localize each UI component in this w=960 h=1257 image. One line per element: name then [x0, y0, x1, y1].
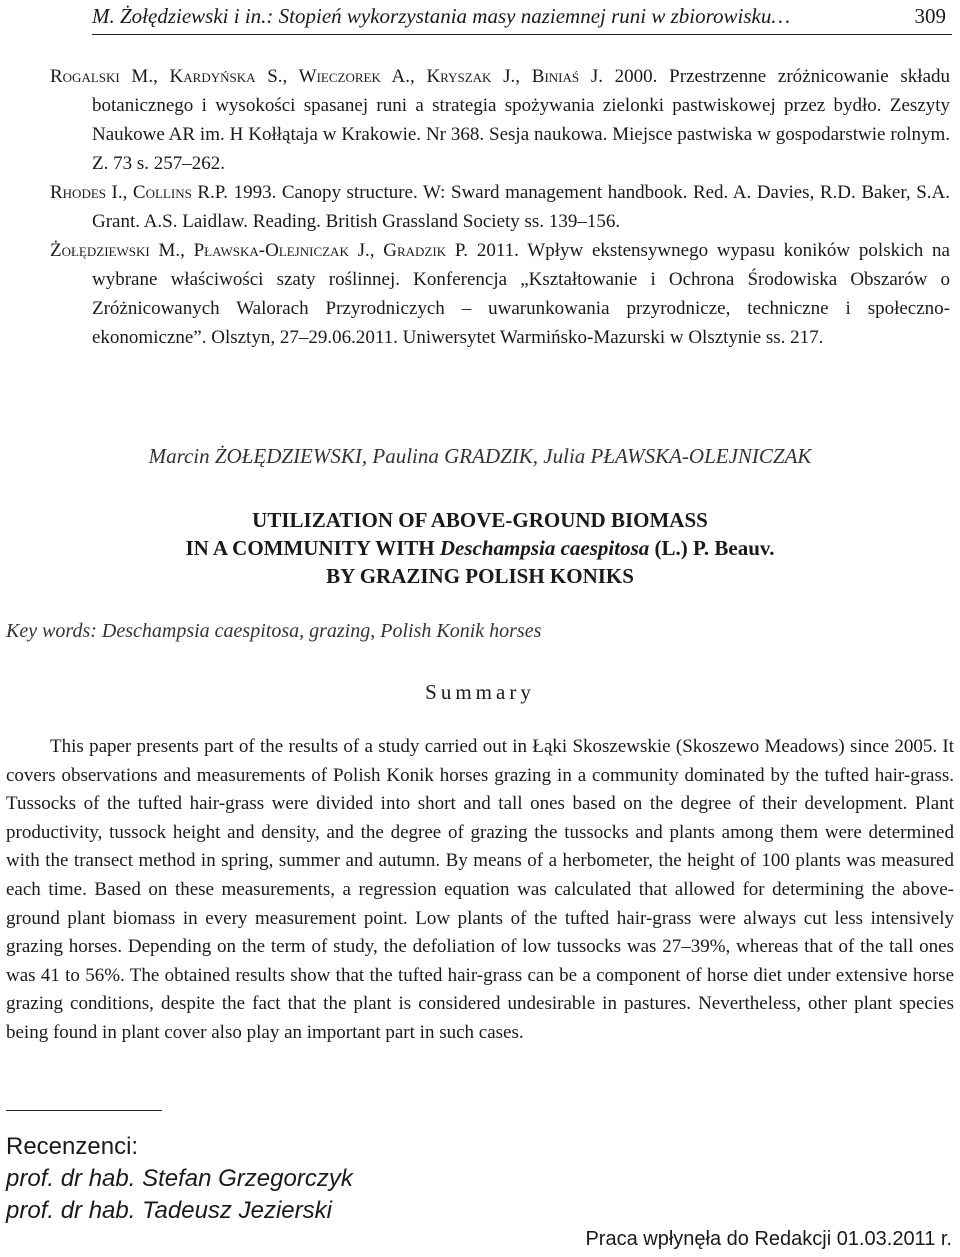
reference-text: 1993. Canopy structure. W: Sward management handbook. Red. A. Davies, R.D. Baker, S.A. Grant. A.S. Laidlaw. Reading. British Grassland Society ss. 139–156.	[92, 182, 951, 232]
reference-text: 2011. Wpływ ekstensywnego wypasu koników polskich na wybrane właściwości szaty roślinnej. Konferencja „Kształtowanie i Ochrona Środowiska Obszarów o Zróżnicowanych Walorach Przyrodniczych – uwarunkowania przyrodnicze, techniczne i społeczno-ekonomiczne”. Olsztyn, 27–29.06.2011. Uniwersytet Warmińsko-Mazurski w Olsztynie ss. 217.	[92, 240, 950, 348]
reviewers-block	[6, 1131, 353, 1227]
summary-text: This paper presents part of the results of a study carried out in Łąki Skoszewskie (Skoszewo Meadows) since 2005. It covers observations and measurements of Polish Konik horses grazing in a community dominated by the tufted hair-grass. Tussocks of the tufted hair-grass were divided into short and tall ones based on the degree of their development. Plant productivity, tussock height and density, and the degree of grazing the tussocks and plants among them were determined with the transect method in spring, summer and autumn. By means of a herbometer, the height of 100 plants was measured each time. Based on these measurements, a regression equation was calculated that allowed for determining the above-ground plant biomass in every measurement point. Low plants of the tufted hair-grass were always cut less intensively grazing horses. Depending on the term of study, the defoliation of low tussocks was 27–39%, whereas that of the tall ones was 41 to 56%. The obtained results show that the tufted hair-grass can be a component of horse diet under extensive horse grazing conditions, despite the fact that the plant is considered undesirable in pastures. Nevertheless, other plant species being found in plant cover also play an important part in such cases.	[6, 736, 954, 1043]
species-name: Deschampsia caespitosa	[439, 536, 650, 560]
article-authors: Marcin ŻOŁĘDZIEWSKI, Paulina GRADZIK, Julia PŁAWSKA-OLEJNICZAK	[148, 444, 812, 468]
reviewers-label: Recenzenci:	[6, 1133, 139, 1160]
reference-item	[50, 178, 950, 236]
reference-authors: Rogalski M., Kardyńska S., Wieczorek A., Kryszak J., Biniaś J.	[50, 66, 603, 87]
summary-heading: Summary	[425, 680, 535, 704]
reference-item	[50, 236, 950, 352]
title-text: IN A COMMUNITY WITH	[185, 536, 440, 560]
running-header	[92, 2, 952, 35]
reference-list	[50, 62, 950, 352]
article-title	[0, 506, 960, 590]
reviewer-name: prof. dr hab. Stefan Grzegorczyk	[6, 1165, 353, 1192]
title-text: (L.) P. Beauv.	[649, 536, 775, 560]
reviewer-name: prof. dr hab. Tadeusz Jezierski	[6, 1197, 332, 1224]
page-number: 309	[914, 4, 946, 28]
reference-authors: Żołędziewski M., Pławska-Olejniczak J., Gradzik P.	[50, 240, 469, 261]
received-date: Praca wpłynęła do Redakcji 01.03.2011 r.	[585, 1228, 952, 1250]
title-line: BY GRAZING POLISH KONIKS	[326, 564, 634, 588]
running-title: M. Żołędziewski i in.: Stopień wykorzystania masy naziemnej runi w zbiorowisku…	[92, 4, 791, 28]
reference-item	[50, 62, 950, 178]
footnote-divider	[6, 1110, 162, 1111]
reference-text: 2000. Przestrzenne zróżnicowanie składu botanicznego i wysokości spasanej runi a strategia spożywania zielonki pastwiskowej przez bydło. Zeszyty Naukowe AR im. H Kołłątaja w Krakowie. Nr 368. Sesja naukowa. Miejsce pastwiska w gospodarstwie rolnym. Z. 73 s. 257–262.	[92, 66, 951, 174]
keywords: Key words: Deschampsia caespitosa, grazing, Polish Konik horses	[6, 620, 542, 642]
title-line	[0, 534, 960, 562]
title-line: UTILIZATION OF ABOVE-GROUND BIOMASS	[252, 508, 708, 532]
reference-authors: Rhodes I., Collins R.P.	[50, 182, 229, 203]
